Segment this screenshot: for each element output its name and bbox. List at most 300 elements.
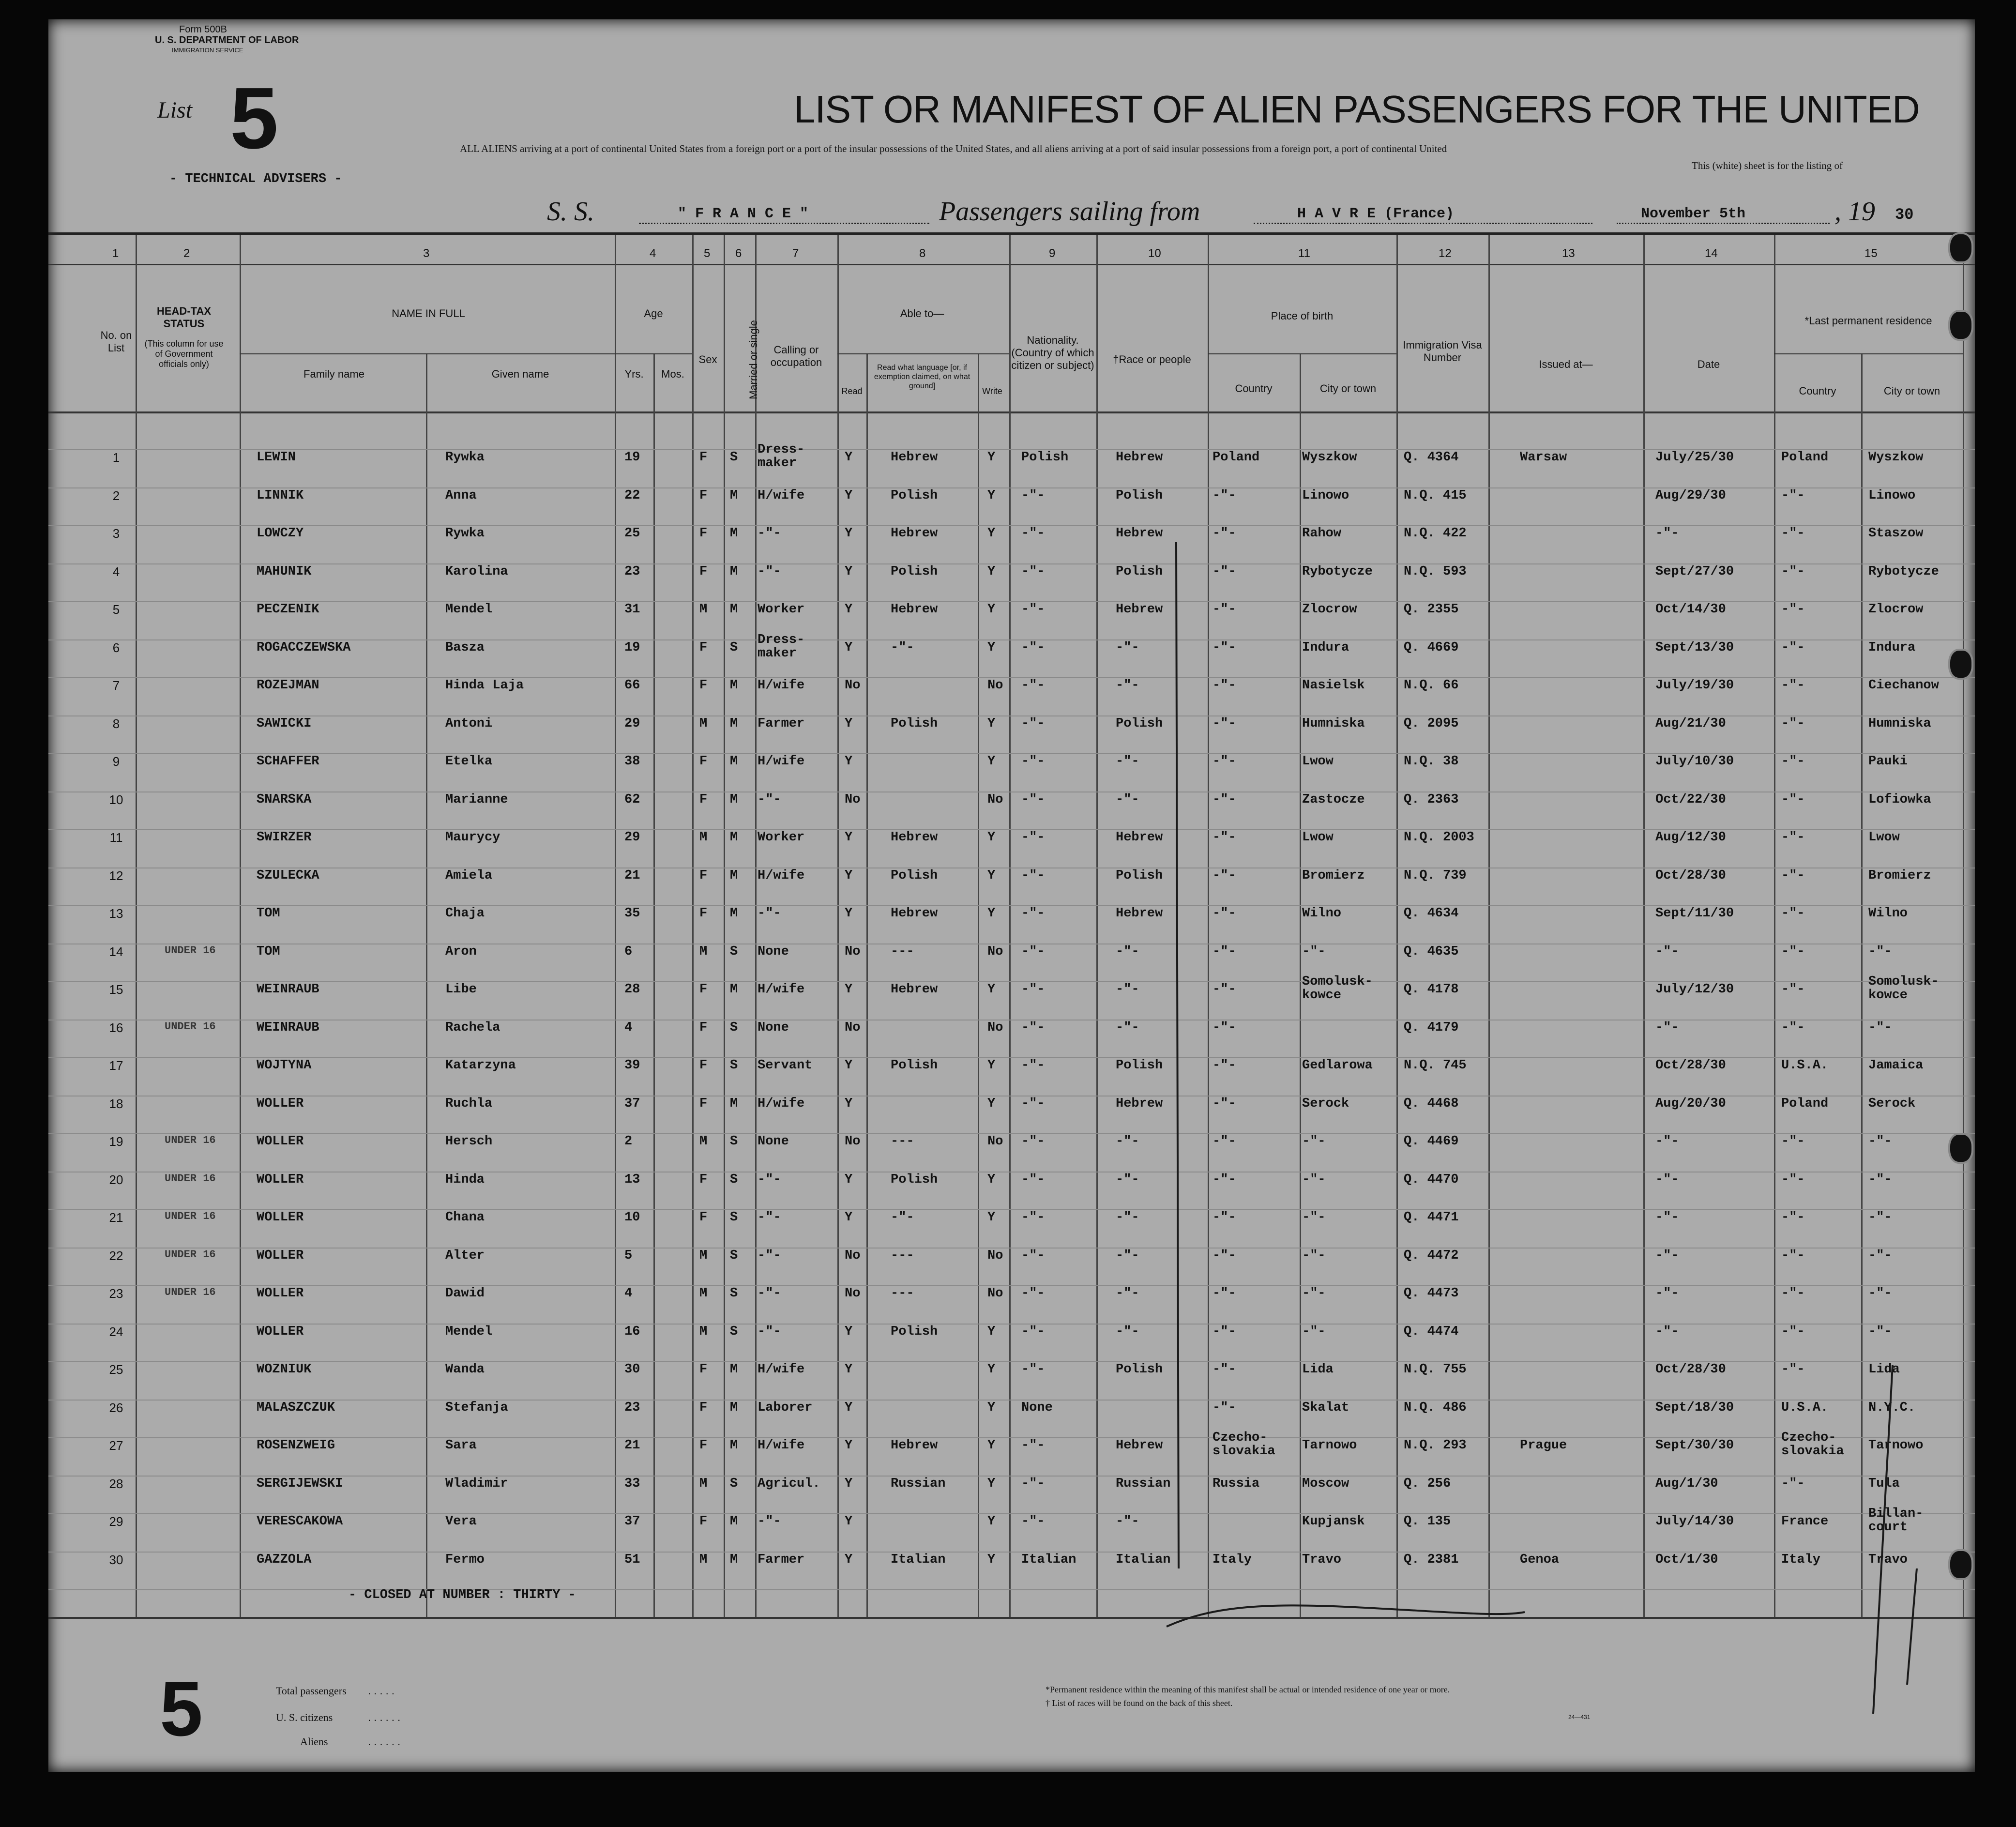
cell-race: Russian [1116, 1476, 1171, 1491]
year-suffix: 30 [1895, 206, 1914, 224]
ditto-column-stroke [1176, 542, 1179, 1568]
cell-ms: S [730, 1286, 738, 1301]
cell-rcountry: -"- [1781, 868, 1805, 883]
cell-country: Italy [1213, 1552, 1252, 1567]
cell-rcountry: -"- [1781, 678, 1805, 693]
cell-ms: M [730, 602, 738, 617]
cell-race: Polish [1116, 564, 1163, 579]
cell-rcity: Ciechanow [1868, 678, 1939, 693]
cell-ms: S [730, 640, 738, 655]
cell-yrs: 25 [624, 526, 640, 541]
cell-given: Maurycy [445, 830, 500, 845]
cell-ms: M [730, 868, 738, 883]
cell-family: WEINRAUB [257, 982, 319, 997]
cell-sex: F [699, 1096, 708, 1111]
cell-tax: UNDER 16 [165, 1134, 216, 1146]
cell-ms: M [730, 754, 738, 769]
cell-rcountry: -"- [1781, 1172, 1805, 1187]
cell-given: Amiela [445, 868, 493, 883]
cell-write: Y [987, 1476, 996, 1491]
cell-write: Y [987, 1438, 996, 1453]
cell-no: 28 [109, 1476, 123, 1491]
cell-sex: M [699, 602, 708, 617]
cell-rcountry: -"- [1781, 906, 1805, 921]
cell-date: July/25/30 [1655, 450, 1734, 465]
cell-tax: UNDER 16 [165, 1248, 216, 1261]
cell-occ: Dress- [758, 442, 805, 457]
footer-us-citizens: U. S. citizens [276, 1711, 333, 1723]
cell-family: WEINRAUB [257, 1020, 319, 1035]
cell-sex: F [699, 906, 708, 921]
cell-date: -"- [1655, 526, 1679, 541]
cell-yrs: 6 [624, 944, 633, 959]
footer-print-code: 24—431 [1568, 1714, 1591, 1720]
cell-read: Y [845, 906, 853, 921]
handwritten-marks [48, 19, 1975, 1772]
cell-write: Y [987, 754, 996, 769]
cell-sex: M [699, 1134, 708, 1149]
cell-given: Sara [445, 1438, 477, 1453]
cell-read: Y [845, 1096, 853, 1111]
ss-label: S. S. [547, 197, 594, 227]
cell-yrs: 2 [624, 1134, 633, 1149]
cell-nat: -"- [1021, 1058, 1045, 1073]
cell-date: Oct/1/30 [1655, 1552, 1718, 1567]
cell-given: Chaja [445, 906, 485, 921]
cell-no: 2 [112, 488, 120, 503]
cell-yrs: 37 [624, 1096, 640, 1111]
cell-occ: -"- [758, 1248, 781, 1263]
cell-no: 20 [109, 1172, 123, 1187]
cell-sex: F [699, 640, 708, 655]
cell-country: -"- [1213, 488, 1236, 503]
cell-city: Rahow [1302, 526, 1342, 541]
class-label: - TECHNICAL ADVISERS - [169, 172, 342, 186]
cell-no: 22 [109, 1248, 123, 1263]
cell-date: -"- [1655, 1324, 1679, 1339]
cell-write: No [987, 792, 1003, 807]
cell-yrs: 38 [624, 754, 640, 769]
cell-date: Sept/11/30 [1655, 906, 1734, 921]
sailing-date: November 5th [1641, 206, 1746, 222]
cell-race: Hebrew [1116, 1096, 1163, 1111]
cell-ms: S [730, 1476, 738, 1491]
cell-write: Y [987, 488, 996, 503]
margin-stroke-2 [1907, 1568, 1917, 1685]
cell-read: No [845, 792, 861, 807]
cell-write: Y [987, 716, 996, 731]
cell-read: Y [845, 1210, 853, 1225]
cell-sex: F [699, 488, 708, 503]
cell-family: WOLLER [257, 1134, 304, 1149]
cell-race: Hebrew [1116, 450, 1163, 465]
header-able-to: Able to— [900, 307, 944, 320]
cell-family: SZULECKA [257, 868, 319, 883]
cell-country: -"- [1213, 792, 1236, 807]
cell-read: Y [845, 1058, 853, 1073]
cell-race: -"- [1116, 678, 1139, 693]
cell-family: WOLLER [257, 1324, 304, 1339]
cell-sex: F [699, 564, 708, 579]
cell-country: -"- [1213, 1324, 1236, 1339]
cell-rcity: Wilno [1868, 906, 1908, 921]
cell-write: Y [987, 1058, 996, 1073]
cell-date: July/14/30 [1655, 1514, 1734, 1529]
cell-city-cont: kowce [1302, 988, 1342, 1003]
cell-date: -"- [1655, 1020, 1679, 1035]
cell-rcity-cont: kowce [1868, 988, 1908, 1003]
cell-country: -"- [1213, 1286, 1236, 1301]
cell-occ: None [758, 944, 789, 959]
cell-city: -"- [1302, 1324, 1326, 1339]
header-head-tax: HEAD-TAX STATUS [156, 305, 212, 330]
cell-rcountry: -"- [1781, 1362, 1805, 1377]
cell-family: SCHAFFER [257, 754, 319, 769]
cell-date: Oct/14/30 [1655, 602, 1726, 617]
footer-aliens: Aliens [300, 1736, 328, 1748]
cell-date: Oct/28/30 [1655, 1058, 1726, 1073]
cell-ms: M [730, 1400, 738, 1415]
cell-rcity: -"- [1868, 1286, 1892, 1301]
cell-rcountry: -"- [1781, 602, 1805, 617]
cell-occ: -"- [758, 906, 781, 921]
cell-yrs: 4 [624, 1020, 633, 1035]
cell-city: Lida [1302, 1362, 1334, 1377]
cell-race: -"- [1116, 1172, 1139, 1187]
header-age-years: Yrs. [624, 368, 644, 380]
cell-city: -"- [1302, 1134, 1326, 1149]
cell-city: Humniska [1302, 716, 1365, 731]
column-number: 12 [1439, 247, 1452, 260]
cell-visa: N.Q. 755 [1404, 1362, 1467, 1377]
cell-occ: -"- [758, 564, 781, 579]
cell-race: -"- [1116, 640, 1139, 655]
cell-sex: M [699, 1324, 708, 1339]
cell-yrs: 5 [624, 1248, 633, 1263]
cell-rcity: Rybotycze [1868, 564, 1939, 579]
cell-lang: Polish [891, 1058, 938, 1073]
cell-date: July/12/30 [1655, 982, 1734, 997]
cell-issued: Warsaw [1520, 450, 1567, 465]
cell-given: Rywka [445, 450, 485, 465]
cell-yrs: 51 [624, 1552, 640, 1567]
cell-nat: Italian [1021, 1552, 1076, 1567]
cell-rcountry: France [1781, 1514, 1829, 1529]
cell-race: Hebrew [1116, 830, 1163, 845]
header-race: †Race or people [1113, 353, 1191, 365]
cell-lang: Polish [891, 564, 938, 579]
cell-ms: M [730, 1514, 738, 1529]
column-number: 8 [919, 247, 926, 260]
cell-family: ROGACCZEWSKA [257, 640, 351, 655]
cell-family: LINNIK [257, 488, 304, 503]
cell-ms: M [730, 1096, 738, 1111]
cell-city: -"- [1302, 944, 1326, 959]
header-age-months: Mos. [661, 368, 684, 380]
cell-read: No [845, 678, 861, 693]
sailing-label: Passengers sailing from [939, 197, 1200, 227]
cell-sex: M [699, 716, 708, 731]
cell-lang: Russian [891, 1476, 946, 1491]
cell-yrs: 23 [624, 1400, 640, 1415]
cell-country: -"- [1213, 1020, 1236, 1035]
cell-family: WOJTYNA [257, 1058, 312, 1073]
cell-occ: Laborer [758, 1400, 813, 1415]
cell-lang: Hebrew [891, 602, 938, 617]
cell-date: Aug/20/30 [1655, 1096, 1726, 1111]
cell-race: -"- [1116, 982, 1139, 997]
cell-country: -"- [1213, 564, 1236, 579]
cell-race: -"- [1116, 944, 1139, 959]
cell-ms: S [730, 1020, 738, 1035]
cell-city: Wyszkow [1302, 450, 1357, 465]
column-number: 6 [735, 247, 742, 260]
cell-tax: UNDER 16 [165, 1210, 216, 1222]
punch-hole-4 [1948, 1133, 1973, 1164]
cell-given: Karolina [445, 564, 508, 579]
cell-ms: M [730, 1362, 738, 1377]
cell-occ: Farmer [758, 1552, 805, 1567]
cell-read: Y [845, 1172, 853, 1187]
cell-write: Y [987, 1324, 996, 1339]
cell-date: July/10/30 [1655, 754, 1734, 769]
cell-visa: Q. 4634 [1404, 906, 1459, 921]
column-number: 3 [423, 247, 430, 260]
cell-nat: -"- [1021, 1514, 1045, 1529]
cell-occ: H/wife [758, 754, 805, 769]
cell-yrs: 28 [624, 982, 640, 997]
cell-read: No [845, 1134, 861, 1149]
header-given-name: Given name [491, 368, 549, 380]
cell-country: -"- [1213, 982, 1236, 997]
cell-family: WOLLER [257, 1210, 304, 1225]
cell-race: -"- [1116, 754, 1139, 769]
manifest-title: LIST OR MANIFEST OF ALIEN PASSENGERS FOR THE UNITED [794, 88, 1920, 131]
cell-occ: -"- [758, 1286, 781, 1301]
cell-sex: F [699, 526, 708, 541]
cell-city: Kupjansk [1302, 1514, 1365, 1529]
cell-city: -"- [1302, 1286, 1326, 1301]
cell-ms: M [730, 1438, 738, 1453]
cell-date: Sept/30/30 [1655, 1438, 1734, 1453]
column-number: 14 [1705, 247, 1718, 260]
cell-yrs: 31 [624, 602, 640, 617]
cell-rcity: Lida [1868, 1362, 1900, 1377]
cell-rcity: Billan- [1868, 1507, 1924, 1521]
cell-lang: -"- [891, 640, 914, 655]
cell-rcity: Jamaica [1868, 1058, 1924, 1073]
cell-family: SERGIJEWSKI [257, 1476, 343, 1491]
cell-issued: Genoa [1520, 1552, 1560, 1567]
column-number: 13 [1562, 247, 1575, 260]
column-number: 15 [1864, 247, 1878, 260]
cell-city: Zastocze [1302, 792, 1365, 807]
header-last-residence: *Last permanent residence [1804, 315, 1932, 327]
cell-read: Y [845, 602, 853, 617]
cell-given: Rywka [445, 526, 485, 541]
cell-family: MALASZCZUK [257, 1400, 335, 1415]
header-no-on-list: No. on List [100, 329, 132, 354]
cell-city: Gedlarowa [1302, 1058, 1373, 1073]
cell-given: Vera [445, 1514, 477, 1529]
cell-family: WOZNIUK [257, 1362, 312, 1377]
cell-nat: -"- [1021, 792, 1045, 807]
header-res-city: City or town [1883, 385, 1940, 397]
cell-family: SAWICKI [257, 716, 312, 731]
cell-given: Hinda [445, 1172, 485, 1187]
cell-visa: Q. 4470 [1404, 1172, 1459, 1187]
header-head-tax-note: (This column for use of Government officials only) [144, 339, 224, 369]
cell-rcountry: -"- [1781, 1286, 1805, 1301]
list-label: List [157, 97, 193, 123]
cell-no: 15 [109, 982, 123, 997]
cell-occ: H/wife [758, 1438, 805, 1453]
cell-yrs: 16 [624, 1324, 640, 1339]
cell-visa: Q. 256 [1404, 1476, 1451, 1491]
cell-nat: -"- [1021, 1172, 1045, 1187]
cell-city: -"- [1302, 1248, 1326, 1263]
cell-visa: Q. 4473 [1404, 1286, 1459, 1301]
cell-nat: -"- [1021, 1324, 1045, 1339]
cell-ms: M [730, 1552, 738, 1567]
cell-occ: -"- [758, 1514, 781, 1529]
cell-city: Skalat [1302, 1400, 1349, 1415]
cell-sex: M [699, 1248, 708, 1263]
cell-visa: Q. 4635 [1404, 944, 1459, 959]
cell-city: Zlocrow [1302, 602, 1357, 617]
cell-nat: -"- [1021, 488, 1045, 503]
cell-ms: M [730, 982, 738, 997]
cell-date: -"- [1655, 1134, 1679, 1149]
cell-ms: S [730, 1248, 738, 1263]
cell-tax: UNDER 16 [165, 1172, 216, 1185]
cell-family: ROSENZWEIG [257, 1438, 335, 1453]
cell-rcountry: U.S.A. [1781, 1058, 1829, 1073]
cell-country: -"- [1213, 1172, 1236, 1187]
cell-nat: None [1021, 1400, 1053, 1415]
cell-read: Y [845, 1324, 853, 1339]
cell-lang: Hebrew [891, 526, 938, 541]
cell-visa: Q. 4474 [1404, 1324, 1459, 1339]
cell-race: Polish [1116, 868, 1163, 883]
cell-visa: N.Q. 593 [1404, 564, 1467, 579]
cell-rcity: -"- [1868, 944, 1892, 959]
cell-rcountry: Poland [1781, 450, 1829, 465]
cell-sex: F [699, 1362, 708, 1377]
cell-rcity: Bromierz [1868, 868, 1931, 883]
cell-given: Basza [445, 640, 485, 655]
cell-ms: M [730, 830, 738, 845]
cell-nat: -"- [1021, 944, 1045, 959]
cell-rcountry: -"- [1781, 526, 1805, 541]
cell-nat: -"- [1021, 1476, 1045, 1491]
cell-yrs: 66 [624, 678, 640, 693]
cell-country: -"- [1213, 754, 1236, 769]
footer-list-number: 5 [160, 1665, 203, 1752]
subtitle-line-2: This (white) sheet is for the listing of [1692, 160, 1843, 171]
cell-city: Moscow [1302, 1476, 1349, 1491]
cell-family: MAHUNIK [257, 564, 312, 579]
cell-no: 13 [109, 906, 123, 921]
cell-tax: UNDER 16 [165, 1286, 216, 1298]
cell-rcity-cont: court [1868, 1520, 1908, 1535]
cell-rcity: Somolusk- [1868, 974, 1939, 989]
cell-given: Etelka [445, 754, 493, 769]
header-read-what: Read what language [or, if exemption claimed, on what ground] [874, 364, 970, 390]
cell-country: -"- [1213, 944, 1236, 959]
cell-rcountry: -"- [1781, 564, 1805, 579]
cell-no: 11 [109, 830, 123, 845]
cell-yrs: 21 [624, 1438, 640, 1453]
cell-occ: -"- [758, 1324, 781, 1339]
cell-lang: --- [891, 1248, 914, 1263]
cell-occ: -"- [758, 1210, 781, 1225]
cell-city: Nasielsk [1302, 678, 1365, 693]
header-name-in-full: NAME IN FULL [392, 307, 465, 320]
cell-lang: Polish [891, 868, 938, 883]
cell-rcountry: -"- [1781, 716, 1805, 731]
cell-rcountry: -"- [1781, 754, 1805, 769]
manifest-sheet: Form 500B U. S. DEPARTMENT OF LABOR IMMIGRATION SERVICE List 5 - TECHNICAL ADVISERS - LIST OR MANIFEST OF ALIEN PASSENGERS FOR THE UNITED ALL ALIENS arriving at a port of continental United States from a foreign port or a port of the insular possessions of the United States, and all aliens arriving at a port of said insular possessions from a foreign port, a port of continental United This (white) sheet is for the listing of S. S. " F R A N C E " Passengers sailing from H A V R E (France) November 5th , 19 30 1 2 3 4 5 6 7 8 9 10 11 12 13 14 15 No. on List HEAD-TAX STATUS (This column for use of Government officials only) NAME IN FULL Family name Given name Age Yrs. Mos. Sex Married or single Calling or occupation Able to— Read Read what language [or, if exemption claimed, on what ground] Write Nationality. (Country of which citizen or subject) †Race or people Place of birth Country City or town Immigration Visa Number Issued at— Date *Last permanent residence Country City or town 1 LEWIN Rywka 19 F S Dress- maker Y Hebrew Y Polish Hebrew Poland Wyszkow Q. 4364 Warsaw July/25/30 Poland Wyszkow 2 LINNIK Anna 22 F M H/wife Y Polish Y -"- Polish -"- Linowo N.Q. 415 Aug/29/30 -"- Linowo 3 LOWCZY Rywka 25 F M -"- Y Hebrew Y -"- Hebrew -"- Rahow N.Q. 422 -"- -"- Staszow 4 MAHUNIK Karolina 23 F M -"- Y Polish Y -"- Polish -"- Rybotycze N.Q. 593 Sept/27/30 -"- Rybotycze 5 PECZENIK Mendel 31 M M Worker Y Hebrew Y -"- Hebrew -"- Zlocrow Q. 2355 Oct/14/30 -"- Zlocrow 6 ROGACCZEWSKA Basza 19 F S Dress- maker Y -"- Y -"- -"- -"- Indura Q. 4669 Sept/13/30 -"- Indura 7 ROZEJMAN Hinda Laja 66 F M H/wife No No -"- -"- -"- Nasielsk N.Q. 66 July/19/30 -"- Ciechanow 8 SAWICKI Antoni 29 M M Farmer Y Polish Y -"- Polish -"- Humniska Q. 2095 Aug/21/30 -"- Humniska 9 SCHAFFER Etelka 38 F M H/wife Y Y -"- -"- -"- Lwow N.Q. 38 July/10/30 -"- Pauki 10 SNARSKA Marianne 62 F M -"- No No -"- -"- -"- Zastocze Q. 2363 Oct/22/30 -"- Lofiowka 11 SWIRZER Maurycy 29 M M Worker Y Hebrew Y -"- Hebrew -"- Lwow N.Q. 2003 Aug/12/30 -"- Lwow 12 SZULECKA Amiela 21 F M H/wife Y Polish Y -"- Polish -"- Bromierz N.Q. 739 Oct/28/30 -"- Bromierz 13 TOM Chaja 35 F M -"- Y Hebrew Y -"- Hebrew -"- Wilno Q. 4634 Sept/11/30 -"- Wilno 14 UNDER 16 TOM Aron 6 M S None No --- No -"- -"- -"- -"- Q. 4635 -"- -"- -"- 15 WEINRAUB Libe 28 F M H/wife Y Hebrew Y -"- -"- -"- Somolusk- kowce Q. 4178 July/12/30 -"- Somolusk- kowce 16 UNDER 16 WEINRAUB Rachela 4 F S None No No -"- -"- -"- Q. 4179 -"- -"- -"- 17 WOJTYNA Katarzyna 39 F S Servant Y Polish Y -"- Polish -"- Gedlarowa N.Q. 745 Oct/28/30 U.S.A. Jamaica 18 WOLLER Ruchla 37 F M H/wife Y Y -"- Hebrew -"- Serock Q. 4468 Aug/20/30 Poland Serock 19 UNDER 16 WOLLER Hersch 2 M S None No --- No -"- -"- -"- -"- Q. 4469 -"- -"- -"- 20 UNDER 16 WOLLER Hinda 13 F S -"- Y Polish Y -"- -"- -"- -"- Q. 4470 -"- -"- -"- 21 UNDER 16 WOLLER Chana 10 F S -"- Y -"- Y -"- -"- -"- -"- Q. 4471 -"- -"- -"- 22 UNDER 16 WOLLER Alter 5 M S -"- No --- No -"- -"- -"- -"- Q. 4472 -"- -"- -"- 23 UNDER 16 WOLLER Dawid 4 M S -"- No --- No -"- -"- -"- -"- Q. 4473 -"- -"- -"- 24 WOLLER Mendel 16 M S -"- Y Polish Y -"- -"- -"- -"- Q. 4474 -"- -"- -"- 25 WOZNIUK Wanda 30 F M H/wife Y Y -"- Polish -"- Lida N.Q. 755 Oct/28/30 -"- Lida 26 MALASZCZUK Stefanja 23 F M Laborer Y Y None -"- Skalat N.Q. 486 Sept/18/30 U.S.A. N.Y.C. 27 ROSENZWEIG Sara 21 F M H/wife Y Hebrew Y -"- Hebrew Czecho- slovakia Tarnowo N.Q. 293 Prague Sept/30/30 Czecho- slovakia Tarnowo 28 SERGIJEWSKI Wladimir 33 M S Agricul. Y Russian Y -"- Russian Russia Moscow Q. 256 Aug/1/30 -"- Tula 29 VERESCAKOWA Vera 37 F M -"- Y Y -"- -"- Kupjansk Q. 135 July/14/30 France Billan- court 30 GAZZOLA Fermo 51 M M Farmer Y Italian Y Italian Italian Italy Travo Q. 2381 Genoa Oct/1/30 Italy Travo - CLOSED AT NUMBER : THIRTY - 5 Total passengers . . . . . U. S. citizens . . . . . . Aliens . . . . . . *Permanent residence within the meaning of this manifest shall be actual or intended residence of one year or more. † List of races will be found on the back of this sheet. 24—431 [48, 19, 1975, 1772]
cell-race: -"- [1116, 1248, 1139, 1263]
punch-hole-3 [1948, 649, 1973, 680]
cell-sex: F [699, 1438, 708, 1453]
cell-read: Y [845, 640, 853, 655]
cell-occ: Worker [758, 602, 805, 617]
cell-sex: M [699, 944, 708, 959]
cell-read: Y [845, 1362, 853, 1377]
header-read: Read [841, 386, 863, 396]
cell-sex: M [699, 1286, 708, 1301]
cell-rcity: Tarnowo [1868, 1438, 1924, 1453]
cell-visa: N.Q. 38 [1404, 754, 1459, 769]
cell-visa: Q. 4469 [1404, 1134, 1459, 1149]
cell-rcity: Indura [1868, 640, 1916, 655]
cell-yrs: 10 [624, 1210, 640, 1225]
cell-no: 17 [109, 1058, 123, 1073]
year-prefix: , 19 [1834, 197, 1875, 227]
cell-given: Ruchla [445, 1096, 493, 1111]
header-married: Married or single [747, 320, 759, 399]
cell-yrs: 29 [624, 716, 640, 731]
punch-hole-1 [1948, 232, 1973, 263]
header-nationality: Nationality. (Country of which citizen or subject) [1011, 334, 1094, 371]
cell-no: 23 [109, 1286, 123, 1301]
cell-nat: -"- [1021, 1020, 1045, 1035]
cell-sex: F [699, 1058, 708, 1073]
cell-yrs: 37 [624, 1514, 640, 1529]
header-birth-country: Country [1235, 382, 1273, 395]
cell-read: Y [845, 830, 853, 845]
cell-tax: UNDER 16 [165, 1020, 216, 1033]
cell-race: -"- [1116, 1020, 1139, 1035]
cell-read: Y [845, 564, 853, 579]
cell-write: No [987, 1286, 1003, 1301]
column-number: 5 [704, 247, 711, 260]
cell-city: Bromierz [1302, 868, 1365, 883]
cell-nat: -"- [1021, 830, 1045, 845]
cell-write: Y [987, 1400, 996, 1415]
cell-nat: -"- [1021, 1286, 1045, 1301]
cell-occ: Servant [758, 1058, 813, 1073]
cell-ms: M [730, 678, 738, 693]
cell-nat: -"- [1021, 640, 1045, 655]
cell-nat: -"- [1021, 906, 1045, 921]
cell-race: -"- [1116, 1324, 1139, 1339]
cell-ms: M [730, 792, 738, 807]
cell-country: -"- [1213, 678, 1236, 693]
cell-city: Serock [1302, 1096, 1349, 1111]
